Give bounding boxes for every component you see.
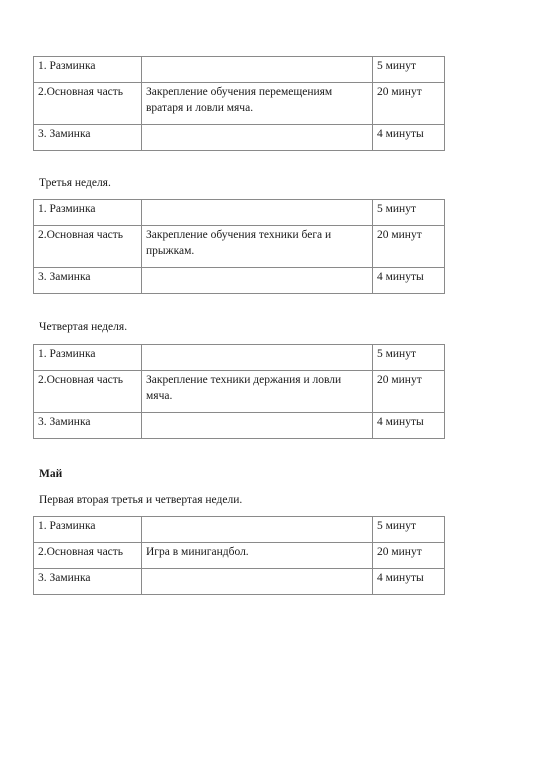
part-name-cell: 2.Основная часть [34,83,142,125]
part-name-cell: 2.Основная часть [34,371,142,413]
duration-cell: 20 минут [373,371,445,413]
table-row [34,268,445,294]
duration-cell: 4 минуты [373,569,445,595]
weeks-heading: Первая вторая третья и четвертая недели. [39,494,243,506]
table-row [34,413,445,439]
plan-table-may [33,516,445,595]
content-cell [142,345,373,371]
plan-table-week-2 [33,56,445,151]
part-name-cell: 1. Разминка [34,200,142,226]
duration-cell: 4 минуты [373,125,445,151]
table-row [34,543,445,569]
table-row [34,83,445,125]
table-row [34,226,445,268]
part-name-cell: 3. Заминка [34,569,142,595]
table-row [34,569,445,595]
duration-cell: 5 минут [373,345,445,371]
duration-cell: 5 минут [373,57,445,83]
duration-cell: 20 минут [373,83,445,125]
part-name-cell: 1. Разминка [34,517,142,543]
plan-table-week-3 [33,199,445,294]
content-cell [142,517,373,543]
table-row [34,200,445,226]
week-3-heading: Третья неделя. [39,177,111,189]
table-row [34,345,445,371]
duration-cell: 20 минут [373,226,445,268]
table-row [34,517,445,543]
content-cell [142,569,373,595]
part-name-cell: 3. Заминка [34,413,142,439]
content-cell: Игра в минигандбол. [142,543,373,569]
part-name-cell: 3. Заминка [34,268,142,294]
content-cell [142,57,373,83]
part-name-cell: 2.Основная часть [34,543,142,569]
content-cell: Закрепление обучения перемещениям вратаря и ловли мяча. [142,83,373,125]
table-row [34,57,445,83]
duration-cell: 5 минут [373,200,445,226]
week-4-heading: Четвертая неделя. [39,321,128,333]
table-row [34,125,445,151]
content-cell [142,200,373,226]
duration-cell: 4 минуты [373,413,445,439]
content-cell [142,413,373,439]
plan-table-week-4 [33,344,445,439]
content-cell: Закрепление обучения техники бега и прыжкам. [142,226,373,268]
part-name-cell: 2.Основная часть [34,226,142,268]
duration-cell: 4 минуты [373,268,445,294]
table-row [34,371,445,413]
part-name-cell: 1. Разминка [34,57,142,83]
part-name-cell: 1. Разминка [34,345,142,371]
content-cell: Закрепление техники держания и ловли мяча. [142,371,373,413]
month-heading: Май [39,468,63,480]
content-cell [142,268,373,294]
content-cell [142,125,373,151]
part-name-cell: 3. Заминка [34,125,142,151]
duration-cell: 20 минут [373,543,445,569]
duration-cell: 5 минут [373,517,445,543]
